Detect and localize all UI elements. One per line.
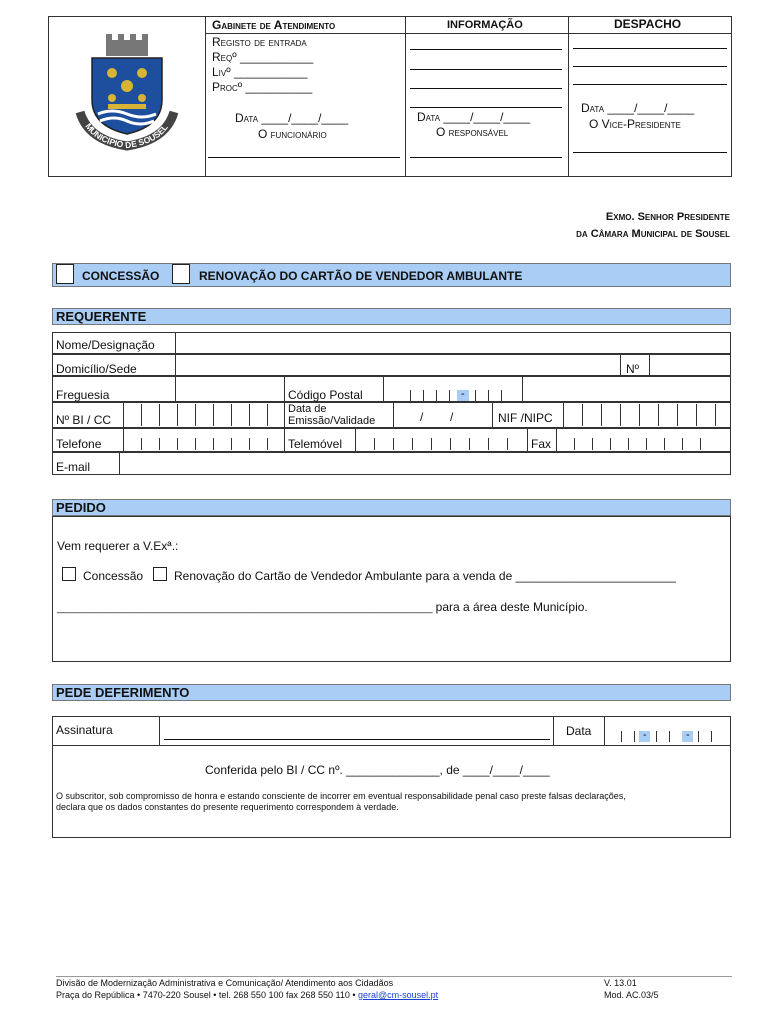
data-dash-1: - xyxy=(643,729,647,741)
footer-line-2 xyxy=(56,990,438,1000)
pedido-section-header: PEDIDO xyxy=(52,499,731,516)
pedido-renovacao-text[interactable]: Renovação do Cartão de Vendedor Ambulante para a venda de ________________________ xyxy=(174,569,676,583)
bi-cc-label: Nº BI / CC xyxy=(56,413,112,427)
pedido-renovacao-checkbox[interactable] xyxy=(153,567,167,581)
footer-line-1: Divisão de Modernização Administrativa e Comunicação/ Atendimento aos Cidadãos xyxy=(56,978,394,988)
pedido-line-2-blank[interactable]: ______________________________________________________________________ xyxy=(57,603,433,614)
email-input[interactable] xyxy=(119,452,731,475)
telemovel-label: Telemóvel xyxy=(288,437,343,451)
postal-dash: - xyxy=(461,388,465,400)
data-emissao-label-1: Data de xyxy=(288,403,327,415)
responsavel-signature-line[interactable] xyxy=(410,157,562,158)
deferimento-section-header: PEDE DEFERIMENTO xyxy=(52,684,731,701)
renovacao-label: RENOVAÇÃO DO CARTÃO DE VENDEDOR AMBULANTE xyxy=(199,269,523,283)
proc-field[interactable]: Procº __________ xyxy=(212,80,313,94)
pedido-concessao-label: Concessão xyxy=(83,569,144,583)
crest-caption: MUNICÍPIO DE SOUSEL xyxy=(83,121,170,151)
municipal-crest-logo xyxy=(62,28,192,153)
requerente-section-header: REQUERENTE xyxy=(52,308,731,325)
pedido-line-2[interactable] xyxy=(57,600,588,614)
funcionario-signature-line[interactable] xyxy=(208,157,400,158)
email-label: E-mail xyxy=(56,460,91,474)
pedido-body xyxy=(52,516,731,662)
concessao-label: CONCESSÃO xyxy=(82,269,160,283)
nif-input[interactable] xyxy=(563,402,731,428)
localidade-input[interactable] xyxy=(522,376,731,402)
assinatura-line[interactable] xyxy=(164,739,550,740)
funcionario-label: O funcionário xyxy=(258,127,327,141)
responsavel-label: O responsável xyxy=(436,125,509,139)
pedido-intro: Vem requerer a V.Exª.: xyxy=(57,539,179,553)
freguesia-label: Freguesia xyxy=(56,388,110,402)
telefone-label: Telefone xyxy=(56,437,102,451)
pedido-line-2-tail: para a área deste Município. xyxy=(432,600,588,614)
vice-presidente-signature-line[interactable] xyxy=(573,152,727,153)
footer-address: Praça do República • 7470-220 Sousel • tel. 268 550 100 fax 268 550 110 • xyxy=(56,990,359,1000)
conferida-line[interactable]: Conferida pelo BI / CC nº. ______________, de ____/____/____ xyxy=(205,763,550,777)
gabinete-title: Gabinete de Atendimento xyxy=(212,18,336,32)
liv-field[interactable]: Livº ___________ xyxy=(212,65,308,79)
freguesia-input[interactable] xyxy=(175,376,285,402)
registo-label: Registo de entrada xyxy=(212,35,307,49)
fax-label: Fax xyxy=(531,437,552,451)
numero-label: Nº xyxy=(626,362,640,376)
req-field[interactable]: Reqº ___________ xyxy=(212,50,314,64)
codigo-postal-input[interactable] xyxy=(383,376,523,402)
telemovel-input[interactable] xyxy=(355,428,528,452)
nif-label: NIF /NIPC xyxy=(498,411,553,425)
nome-input[interactable] xyxy=(175,332,731,354)
assinatura-label: Assinatura xyxy=(56,723,113,737)
informacao-date[interactable]: Data ____/____/____ xyxy=(417,110,531,124)
data-emissao-label-2: Emissão/Validade xyxy=(288,415,376,427)
data-label: Data xyxy=(566,724,592,738)
funcionario-date[interactable]: Data ____/____/____ xyxy=(235,111,349,125)
pedido-concessao-checkbox[interactable] xyxy=(62,567,76,581)
footer-version: V. 13.01 xyxy=(604,978,637,988)
informacao-title: INFORMAÇÃO xyxy=(447,19,523,31)
despacho-date[interactable]: Data ____/____/____ xyxy=(581,101,695,115)
domicilio-label: Domicílio/Sede xyxy=(56,362,137,376)
vice-presidente-label: O Vice-Presidente xyxy=(589,117,681,131)
concessao-checkbox[interactable] xyxy=(56,264,74,284)
disclaimer-line-1: O subscritor, sob compromisso de honra e estando consciente de incorrer em eventual responsabilidade penal caso preste falsas declarações, xyxy=(56,791,626,801)
bi-cc-input[interactable] xyxy=(123,402,285,428)
domicilio-input[interactable] xyxy=(175,354,621,376)
numero-input[interactable] xyxy=(649,354,731,376)
data-dash-2: - xyxy=(686,729,690,741)
addressee-line-1: Exmo. Senhor Presidente xyxy=(605,211,730,223)
disclaimer-line-2: declara que os dados constantes do presente requerimento correspondem à verdade. xyxy=(56,802,399,812)
despacho-title: DESPACHO xyxy=(614,17,682,31)
telefone-input[interactable] xyxy=(123,428,285,452)
addressee-line-2: da Câmara Municipal de Sousel xyxy=(576,228,730,240)
footer-email-link[interactable]: geral@cm-sousel.pt xyxy=(358,990,439,1000)
codigo-postal-label: Código Postal xyxy=(288,388,363,402)
nome-label: Nome/Designação xyxy=(56,338,155,352)
renovacao-checkbox[interactable] xyxy=(172,264,190,284)
data-emissao-separators: / / xyxy=(420,410,454,424)
footer-mod: Mod. AC.03/5 xyxy=(604,990,659,1000)
fax-input[interactable] xyxy=(556,428,731,452)
